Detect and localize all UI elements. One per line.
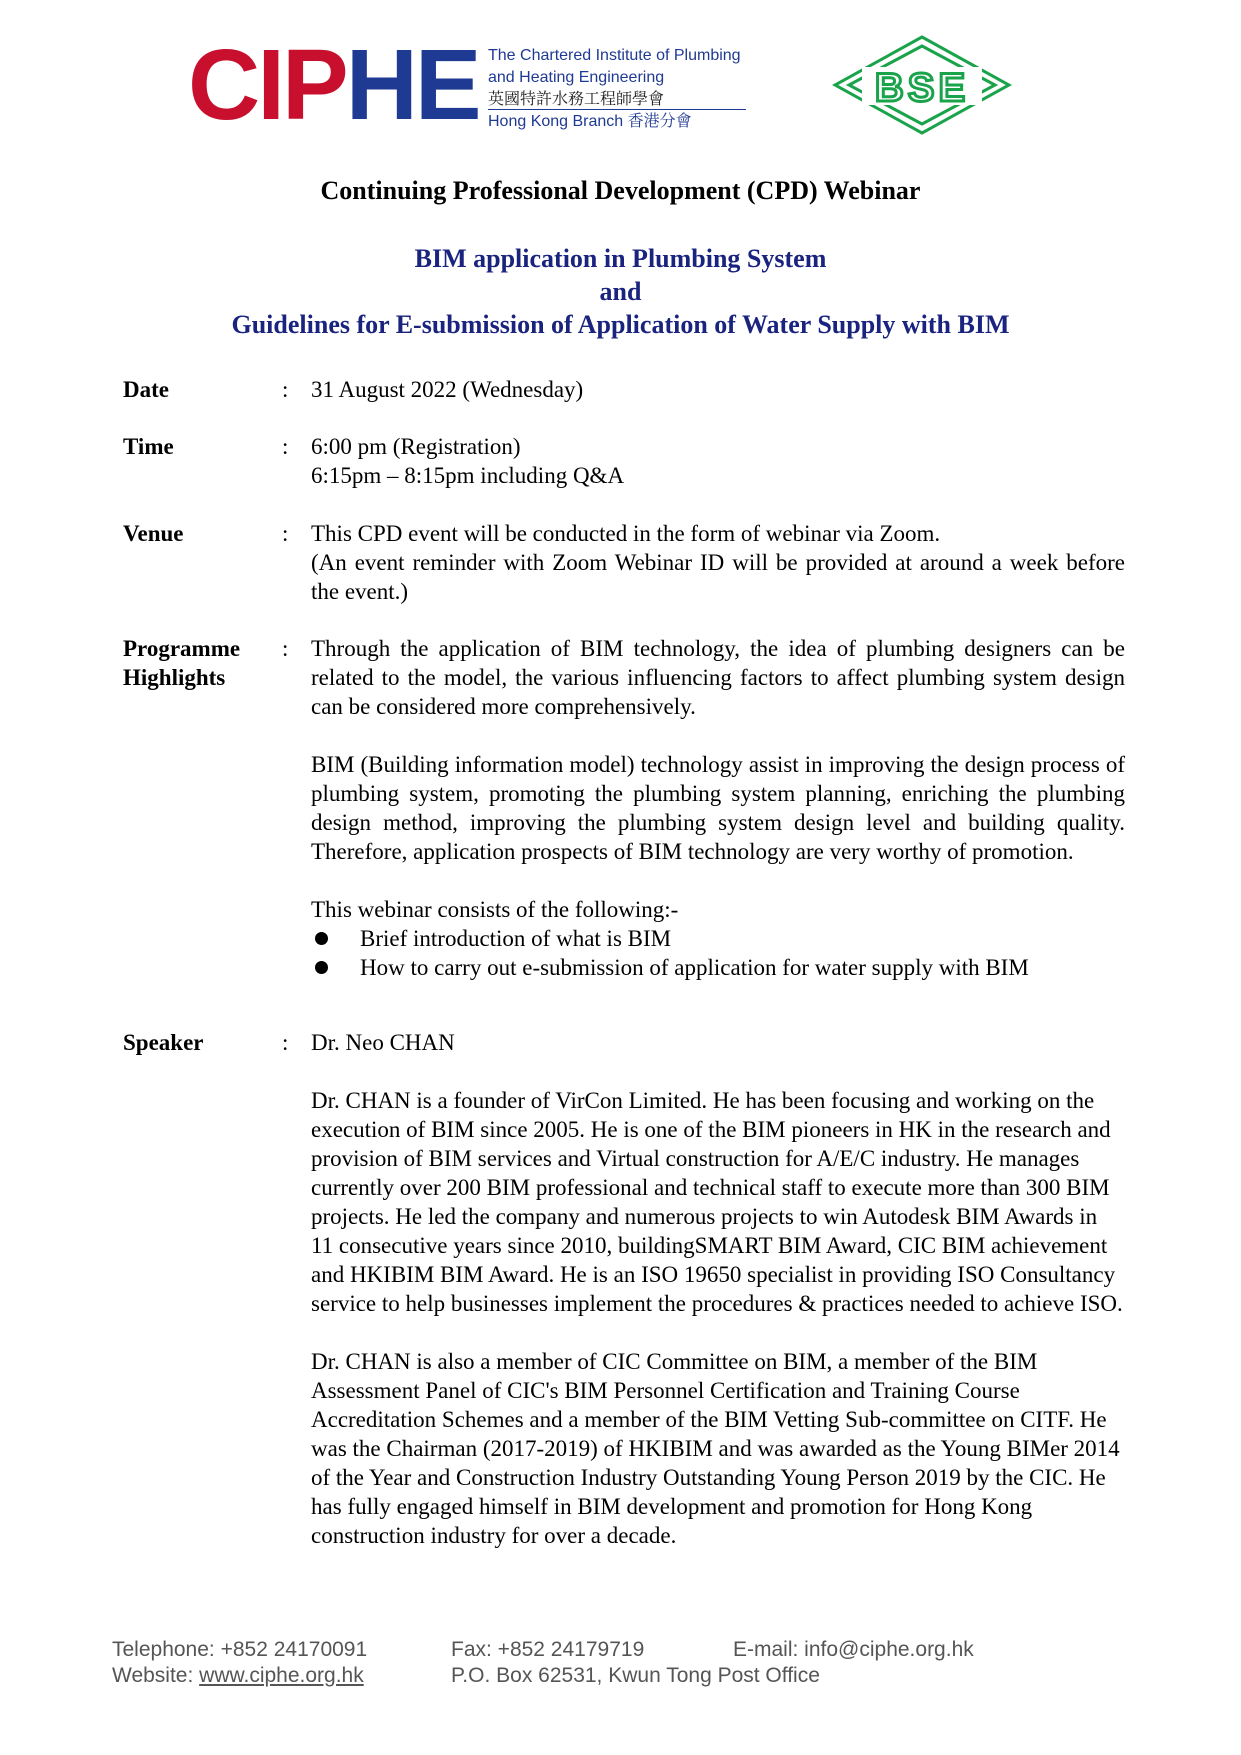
highlights-label-line-1: Programme xyxy=(123,636,241,661)
venue-line-1: This CPD event will be conducted in the form of webinar via Zoom. xyxy=(311,521,941,546)
footer-website xyxy=(112,1663,364,1689)
highlights-paragraph-1: Through the application of BIM technology, the idea of plumbing designers can be related to the model, the various influencing factors to affect plumbing system design can be considered more comprehensively. xyxy=(311,636,1125,719)
speaker-label: Speaker xyxy=(123,1030,204,1055)
bse-logo xyxy=(832,34,1012,136)
ciphe-subtitle-line-3: 英國特許水務工程師學會 xyxy=(488,91,665,108)
highlights-content xyxy=(311,634,1125,982)
colon: : xyxy=(282,377,289,402)
date-value: 31 August 2022 (Wednesday) xyxy=(311,377,584,402)
highlights-list xyxy=(311,924,1125,982)
speaker-bio-2: Dr. CHAN is also a member of CIC Committee on BIM, a member of the BIM Assessment Panel of CIC's BIM Personnel Certification and Training Course Accreditation Schemes and a member of the BIM Vetting Sub-committee on CITF. He was the Chairman (2017-2019) of HKIBIM and was awarded as the Young BIMer 2014 of the Year and Construction Industry Outstanding Young Person 2019 by the CIC. He has fully engaged himself in BIM development and promotion for Hong Kong construction industry for over a decade. xyxy=(311,1349,1120,1548)
time-label: Time xyxy=(123,434,174,459)
speaker-bio-1: Dr. CHAN is a founder of VirCon Limited. He has been focusing and working on the execution of BIM since 2005. He is one of the BIM pioneers in HK in the research and provision of BIM services and Virtual construction for A/E/C industry. He manages currently over 200 BIM professional and technical staff to execute more than 300 BIM projects. He led the company and numerous projects to win Autodesk BIM Awards in 11 consecutive years since 2010, buildingSMART BIM Award, CIC BIM achievement and HKIBIM BIM Award. He is an ISO 19650 specialist in providing ISO Consultancy service to help businesses implement the procedures & practices needed to achieve ISO. xyxy=(311,1088,1123,1316)
speaker-name: Dr. Neo CHAN xyxy=(311,1030,455,1055)
time-value xyxy=(311,432,1125,490)
time-session: 6:15pm – 8:15pm including Q&A xyxy=(311,463,625,488)
colon: : xyxy=(282,1030,289,1055)
date-label: Date xyxy=(123,377,169,402)
list-item: Brief introduction of what is BIM xyxy=(311,924,1125,953)
ciphe-subtitle-line-2: and Heating Engineering xyxy=(488,69,665,86)
ciphe-subtitle xyxy=(488,45,748,133)
bse-wordmark: BSE xyxy=(874,66,970,110)
footer-website-label: Website: xyxy=(112,1664,200,1687)
speaker-content xyxy=(311,1028,1123,1550)
webinar-title-line-3: Guidelines for E-submission of Application of Water Supply with BIM xyxy=(231,310,1010,339)
highlights-paragraph-2: BIM (Building information model) technology assist in improving the design process of plumbing system, promoting the plumbing system planning, enriching the plumbing design method, improving the plumbing system design level and building quality. Therefore, application prospects of BIM technology are very worthy of promotion. xyxy=(311,752,1125,864)
time-registration: 6:00 pm (Registration) xyxy=(311,434,521,459)
colon: : xyxy=(282,636,289,661)
webinar-title-line-1: BIM application in Plumbing System xyxy=(414,244,827,273)
ciphe-divider xyxy=(488,109,746,110)
footer-address: P.O. Box 62531, Kwun Tong Post Office xyxy=(451,1664,820,1687)
highlights-label-line-2: Highlights xyxy=(123,665,226,690)
footer-email: E-mail: info@ciphe.org.hk xyxy=(733,1638,974,1661)
footer-fax: Fax: +852 24179719 xyxy=(451,1638,645,1661)
page-title: Continuing Professional Development (CPD) Webinar xyxy=(320,176,921,205)
colon: : xyxy=(282,434,289,459)
list-item: How to carry out e-submission of application for water supply with BIM xyxy=(311,953,1125,982)
venue-value xyxy=(311,519,1125,606)
bullet-icon xyxy=(315,932,328,945)
bullet-icon xyxy=(315,961,328,974)
highlights-intro: This webinar consists of the following:- xyxy=(311,897,679,922)
website-link[interactable]: www.ciphe.org.hk xyxy=(199,1664,364,1687)
venue-line-2: (An event reminder with Zoom Webinar ID will be provided at around a week before the event.) xyxy=(311,550,1125,604)
highlights-label xyxy=(123,634,240,692)
colon: : xyxy=(282,521,289,546)
webinar-title-line-2: and xyxy=(599,277,642,306)
ciphe-subtitle-line-1: The Chartered Institute of Plumbing xyxy=(488,47,741,64)
ciphe-subtitle-line-4: Hong Kong Branch 香港分會 xyxy=(488,113,692,130)
footer-telephone: Telephone: +852 24170091 xyxy=(112,1638,368,1661)
ciphe-wordmark: CIPHE xyxy=(188,29,479,141)
venue-label: Venue xyxy=(123,521,184,546)
